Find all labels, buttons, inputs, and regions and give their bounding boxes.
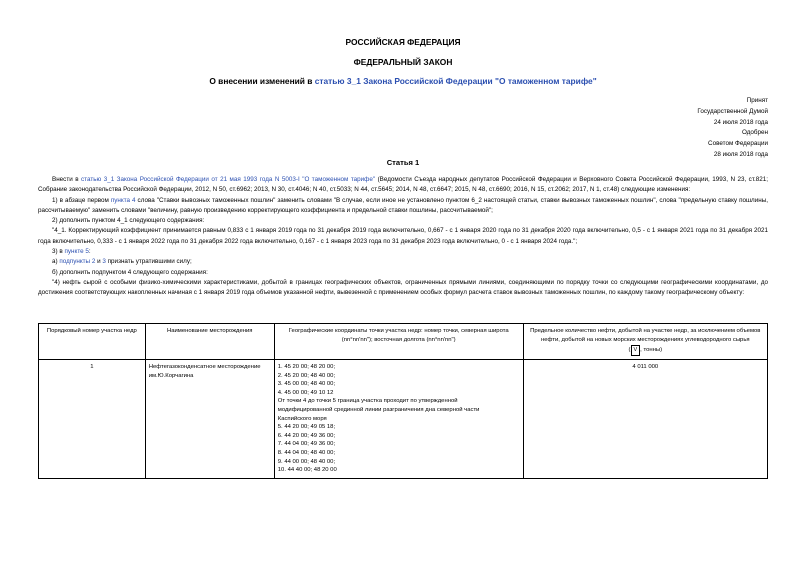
coord-point: 6. 44 20 00; 49 36 00; [277,432,336,439]
accepted-by: Государственной Думой [697,107,768,115]
accepted-date: 24 июля 2018 года [713,118,768,126]
p5-prefix: а) [52,258,58,266]
boundary-note: От точки 4 до точки 5 граница участка проходит по утвержденной модифицированной срединной линии разграничения дна северной части Каспийского моря [277,398,480,422]
accepted-label: Принят [746,97,768,104]
paragraph-4 [38,247,768,257]
law-title-link[interactable]: статью 3_1 Закона Российской Федерации "О таможенном тарифе" [314,76,597,86]
p4-prefix: 3) в [52,248,63,256]
coord-point: 3. 45 00 00; 48 40 00; [277,381,336,388]
acceptance-block [697,96,768,161]
p4-suffix: : [88,248,91,256]
approved-by: Советом Федерации [708,140,768,148]
coord-point: 9. 44 00 00; 48 40 00; [277,458,336,465]
doc-type-heading: ФЕДЕРАЛЬНЫЙ ЗАКОН [353,57,453,67]
paragraph-3: "4_1. Корректирующий коэффициент принимается равным 0,833 с 1 января 2019 года по 31 декабря 2019 года включительно, 0,667 - с 1 января 2020 года по 31 декабря 2020 года включительно, 0,5 - с 1 января 2021 года по 31 декабря 2021 года включительно, 0,333 - с 1 января 2022 года по 31 декабря 2022 года включительно, 0,167 - с 1 января 2023 года по 31 декабря 2023 года включительно, 0 - с 1 января 2024 года."; [38,227,768,245]
coord-point: 7. 44 04 00; 49 36 00; [277,441,336,448]
p1-prefix: 1) в абзаце первом [52,196,109,204]
col-header-number: Порядковый номер участка недр [39,324,146,360]
oil-limits-table [38,323,768,479]
col-header-limit-text: Предельное количество нефти, добытой на участке недр, за исключением объемов нефти, добытой на новых морских месторождениях углеводородного сырья [530,328,761,343]
article-title: Статья 1 [386,158,420,167]
p5-mid: и [95,258,101,266]
p5-suffix: признать утратившими силу; [105,258,192,266]
p5-link-1[interactable]: подпункты 2 [59,258,96,266]
col-header-limit [523,324,767,360]
approved-date: 28 июля 2018 года [713,150,768,158]
row-number: 1 [39,360,146,479]
intro-suffix: (Ведомости Съезда народных депутатов Российской Федерации и Верховного Совета Российской Федерации, 1993, N 23, ст.821; Собрание законодательства Российской Федерации, 2012, N 50, ст.6962; 2013, N 30, ст.4046; N 40, ст.5033; N 44, ст.5645; 2014, N 48, ст.6647; 2015, N 48, ст.6690; 2016, N 15, ст.2062; 2017, N 1, ст.48) следующие изменения: [38,176,769,194]
coord-point: 10. 44 40 00; 48 20 00 [277,467,337,474]
coord-point: 4. 45 00 00; 49 10 12 [277,389,334,396]
limit-unit-suffix: , тонны) [640,347,663,353]
approved-label: Одобрен [741,129,768,137]
intro-paragraph [38,175,768,196]
table-header-row [39,324,768,360]
p4-link[interactable]: пункте 5 [64,248,89,256]
limit-unit-prefix: ( [628,347,631,353]
col-header-field: Наименование месторождения [145,324,274,360]
intro-link[interactable]: статью 3_1 Закона Российской Федерации от 21 мая 1993 года N 5003-I "О таможенном тарифе" [81,176,376,183]
p1-link[interactable]: пункта 4 [110,196,136,204]
row-limit: 4 011 000 [523,360,767,479]
country-heading: РОССИЙСКАЯ ФЕДЕРАЦИЯ [345,37,461,47]
paragraph-7: "4) нефть сырой с особыми физико-химическими характеристиками, добытой в границах географических объектов, ограниченных прямыми линиями, соединяющими по порядку точки со следующими географическими координатами, до достижения соответствующих накопленных начиная с 1 января 2019 года объемов указанной нефти, вывезенной с применением особых формул расчета ставок вывозных таможенных пошлин, по каждому такому географическому объекту: [38,278,768,297]
article-body [38,175,768,299]
paragraph-5 [38,257,768,267]
paragraph-1 [38,196,768,217]
paragraph-6: б) дополнить подпунктом 4 следующего содержания: [52,268,208,276]
law-title-prefix: О внесении изменений в [209,76,313,86]
p1-suffix: слова "Ставки вывозных таможенных пошлин" заменить словами "В случае, если иное не установлено пунктом 6_2 настоящей статьи, ставки вывозных таможенных пошлин", слова "предельную ставку пошлины, рассчитываемую" заменить словами "величину, равную произведению корректирующего коэффициента и предельной ставки пошлины, рассчитываемой"; [38,196,768,214]
coord-point: 2. 45 20 00; 48 40 00; [277,372,336,379]
row-field-name: Нефтегазоконденсатное месторождение им.Ю.Корчагина [145,360,274,479]
intro-prefix: Внести в [52,176,79,183]
paragraph-2: 2) дополнить пунктом 4_1 следующего содержания: [52,217,205,225]
coord-point: 1. 45 20 00; 48 20 00; [277,364,336,370]
table-row [39,360,768,479]
volume-symbol-box: V [631,345,641,356]
coord-point: 8. 44 04 00; 48 40 00; [277,449,336,456]
law-title [38,76,768,86]
col-header-coords: Географические координаты точки участка недр: номер точки, северная широта (nn°nn'nn"); восточная долгота (nn°nn'nn") [274,324,523,360]
coord-point: 5. 44 20 00; 49 05 18; [277,424,336,431]
p5-link-2[interactable]: 3 [102,258,106,266]
row-coordinates [274,360,523,479]
